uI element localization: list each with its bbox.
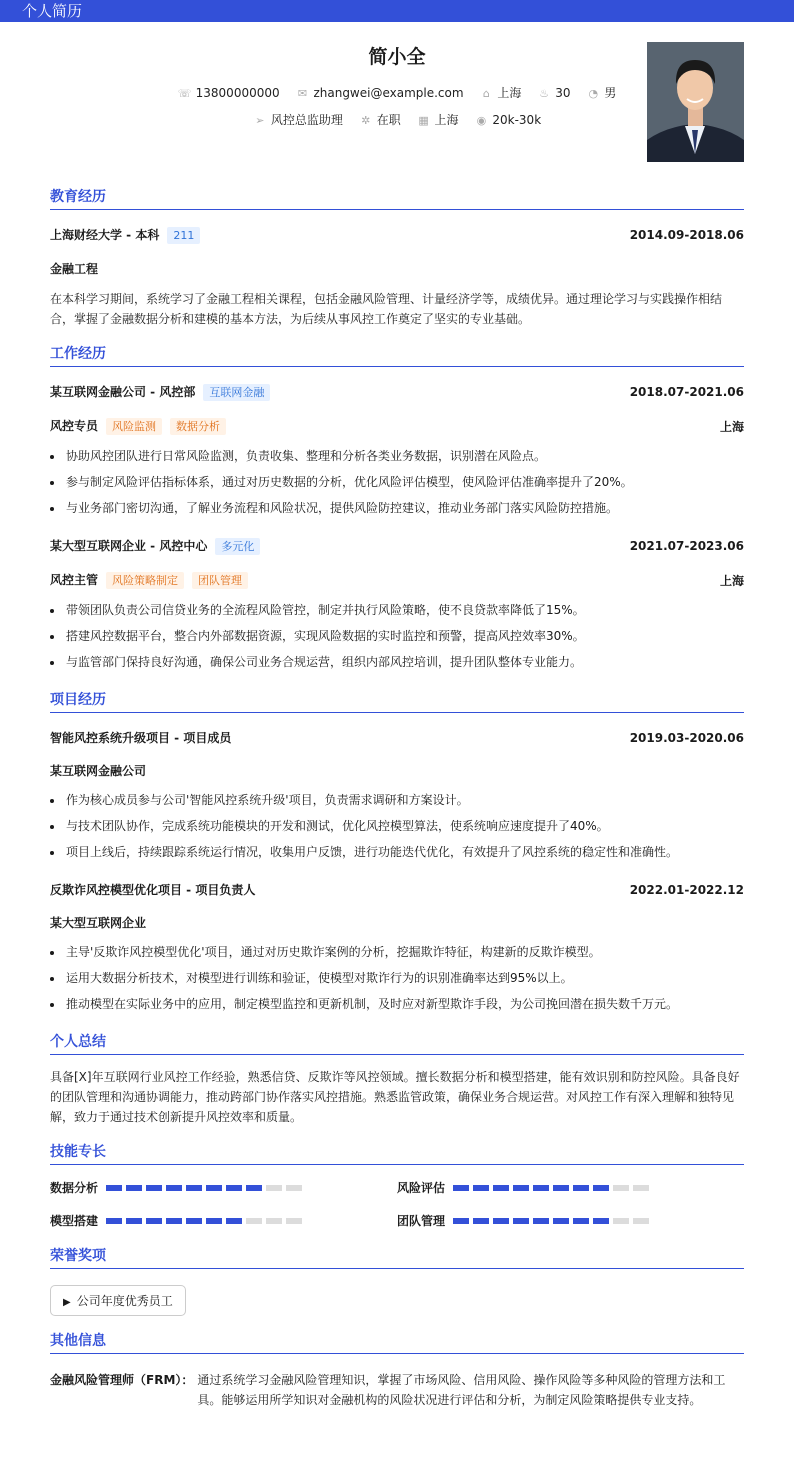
profile-name: 简小全 [368,46,426,68]
salary-text: 20k-30k [492,113,542,127]
school-tag: 211 [167,227,200,244]
section-title-education: 教育经历 [50,186,744,210]
work-bullets [50,443,744,521]
education-desc: 在本科学习期间，系统学习了金融工程相关课程，包括金融风险管理、计量经济学等，成绩优异。通过理论学习与实践操作相结合，掌握了金融数据分析和建模的基本方法，为后续从事风控工作奠定了坚实的专业基础。 [50,292,723,326]
work-role-row [50,417,744,435]
position-item [253,111,343,128]
gender-icon: ◔ [588,87,599,100]
work-role-row [50,571,744,589]
profile-header [50,22,744,172]
skill-segment [573,1218,589,1224]
list-item: • 与监管部门保持良好沟通，确保公司业务合规运营，组织内部风控培训，提升团队整体专业能力。 [64,649,744,675]
skill-segment [266,1185,282,1191]
skill-segment [286,1185,302,1191]
skill-segment [473,1218,489,1224]
skill-segment [513,1218,529,1224]
status-item [359,111,401,128]
skill-segment [553,1185,569,1191]
work-location: 上海 [719,573,744,588]
email-text: zhangwei@example.com [313,86,464,100]
project-bullets [50,939,744,1017]
building-icon: ▦ [418,114,429,127]
work-role: 风控专员 [50,419,99,433]
skill-segment [493,1218,509,1224]
section-title-project: 项目经历 [50,689,744,713]
skill-segment [226,1185,242,1191]
skill-bar [453,1218,653,1224]
section-title-summary: 个人总结 [50,1031,744,1055]
top-bar [0,0,794,22]
list-item: • 与业务部门密切沟通，了解业务流程和风险状况，提供风险防控建议，推动业务部门落实风险防控措施。 [64,495,744,521]
project-name: 反欺诈风控模型优化项目 - 项目负责人 [50,883,256,897]
job-intent-row [50,111,744,128]
skill-segment [493,1185,509,1191]
other-info [50,1370,744,1410]
skill-segment [613,1185,629,1191]
work-bullets [50,597,744,675]
skill-name: 数据分析 [50,1181,99,1195]
status-text: 在职 [376,113,401,127]
skill-segment [126,1218,142,1224]
award-item [50,1285,186,1316]
skill-item [50,1212,397,1229]
work-company: 某互联网金融公司 - 风控部 [50,385,196,399]
skills-grid [50,1179,744,1245]
top-bar-title: 个人简历 [22,2,83,20]
school-name: 上海财经大学 - 本科 [50,228,160,242]
age-text: 30 [555,86,571,100]
project-company: 某互联网金融公司 [50,764,147,778]
other-key: 金融风险管理师（FRM）： [50,1373,194,1387]
section-title-skills: 技能专长 [50,1141,744,1165]
skill-segment [246,1218,262,1224]
gender-item [586,84,616,101]
work-item [50,383,744,521]
work-location: 上海 [719,419,744,434]
skill-segment [106,1218,122,1224]
target-city-text: 上海 [434,113,459,127]
avatar-portrait [647,42,744,162]
list-item: • 作为核心成员参与公司'智能风控系统升级'项目，负责需求调研和方案设计。 [64,787,744,813]
skill-segment [513,1185,529,1191]
section-title-awards: 荣誉奖项 [50,1245,744,1269]
list-item: • 项目上线后，持续跟踪系统运行情况，收集用户反馈，进行功能迭代优化，有效提升了风控系统的稳定性和准确性。 [64,839,744,865]
skill-segment [206,1218,222,1224]
education-header [50,226,744,244]
skill-name: 团队管理 [397,1214,446,1228]
phone-text: 13800000000 [195,86,280,100]
skill-bar [453,1185,653,1191]
skill-segment [553,1218,569,1224]
skill-segment [473,1185,489,1191]
contact-row [50,84,744,101]
cake-icon: ♨ [539,87,550,100]
list-item: • 推动模型在实际业务中的应用，制定模型监控和更新机制，及时应对新型欺诈手段，为公司挽回潜在损失数千万元。 [64,991,744,1017]
work-tag: 互联网金融 [203,384,270,401]
skill-name: 模型搭建 [50,1214,99,1228]
skill-segment [126,1185,142,1191]
project-header [50,881,744,898]
skill-segment [146,1185,162,1191]
mail-icon: ✉ [297,87,308,100]
skill-segment [593,1218,609,1224]
skill-segment [633,1218,649,1224]
skill-segment [573,1185,589,1191]
project-company: 某大型互联网企业 [50,916,147,930]
project-item [50,729,744,865]
skill-item [397,1179,744,1196]
section-title-other: 其他信息 [50,1330,744,1354]
skill-segment [453,1185,469,1191]
home-icon: ⌂ [482,87,490,100]
skill-segment [453,1218,469,1224]
work-header [50,383,744,401]
skill-segment [166,1218,182,1224]
work-item [50,537,744,675]
skill-segment [186,1218,202,1224]
gender-text: 男 [604,86,617,100]
project-name: 智能风控系统升级项目 - 项目成员 [50,731,232,745]
send-icon: ➢ [255,114,265,127]
other-value: 通过系统学习金融风险管理知识，掌握了市场风险、信用风险、操作风险等多种风险的管理方法和工具。能够运用所学知识对金融机构的风险状况进行评估和分析，为制定风险策略提供专业支持。 [197,1373,726,1407]
salary-item [474,113,541,127]
role-tag: 团队管理 [192,572,248,589]
project-header [50,729,744,746]
phone-icon: ☏ [177,87,192,100]
work-period: 2018.07-2021.06 [629,385,744,399]
position-text: 风控总监助理 [270,113,343,127]
project-period: 2019.03-2020.06 [629,730,744,745]
skill-segment [613,1218,629,1224]
skill-segment [533,1218,549,1224]
skill-name: 风险评估 [397,1181,446,1195]
skill-segment [166,1185,182,1191]
project-bullets [50,787,744,865]
gear-icon: ✲ [361,114,371,127]
work-tag: 多元化 [215,538,260,555]
list-item: • 与技术团队协作，完成系统功能模块的开发和测试，优化风控模型算法，使系统响应速度提升了40%。 [64,813,744,839]
role-tag: 风险监测 [106,418,162,435]
project-period: 2022.01-2022.12 [629,882,744,897]
email-item [295,86,463,100]
list-item: • 搭建风控数据平台，整合内外部数据资源，实现风险数据的实时监控和预警，提高风控效率30%。 [64,623,744,649]
resume-page [0,22,794,1410]
list-item: • 带领团队负责公司信贷业务的全流程风险管控，制定并执行风险策略，使不良贷款率降低了15%。 [64,597,744,623]
skill-segment [593,1185,609,1191]
coin-icon: ◉ [476,114,487,127]
skill-segment [226,1218,242,1224]
avatar [647,42,744,162]
skill-segment [186,1185,202,1191]
role-tag: 风险策略制定 [106,572,184,589]
section-title-work: 工作经历 [50,343,744,367]
city-item [479,84,521,101]
list-item: • 协助风控团队进行日常风险监测，负责收集、整理和分析各类业务数据，识别潜在风险点。 [64,443,744,469]
age-item [537,86,570,100]
skill-segment [206,1185,222,1191]
skill-segment [533,1185,549,1191]
work-header [50,537,744,555]
work-period: 2021.07-2023.06 [629,539,744,553]
list-item: • 主导'反欺诈风控模型优化'项目，通过对历史欺诈案例的分析，挖掘欺诈特征，构建新的反欺诈模型。 [64,939,744,965]
summary-text: 具备[X]年互联网行业风控工作经验，熟悉信贷、反欺诈等风控领域。擅长数据分析和模型搭建，能有效识别和防控风险。具备良好的团队管理和沟通协调能力，推动跨部门协作落实风控措施。熟悉监管政策，确保业务合规运营。对风控工作有深入理解和独特见解，致力于通过技术创新提升风控效率和质量。 [50,1070,740,1124]
skill-segment [266,1218,282,1224]
skill-segment [286,1218,302,1224]
project-item [50,881,744,1017]
skill-segment [106,1185,122,1191]
list-item: • 参与制定风险评估指标体系，通过对历史数据的分析，优化风险评估模型，使风险评估准确率提升了20%。 [64,469,744,495]
play-icon: ▶ [63,1297,71,1308]
award-name: 公司年度优秀员工 [76,1294,173,1308]
education-period: 2014.09-2018.06 [629,228,744,242]
skill-bar [106,1218,306,1224]
work-role: 风控主管 [50,573,99,587]
city-text: 上海 [497,86,522,100]
skill-segment [633,1185,649,1191]
work-company: 某大型互联网企业 - 风控中心 [50,539,208,553]
role-tag: 数据分析 [170,418,226,435]
skill-segment [146,1218,162,1224]
target-city-item [417,111,459,128]
skill-bar [106,1185,306,1191]
skill-segment [246,1185,262,1191]
education-major: 金融工程 [50,262,99,276]
skill-item [397,1212,744,1229]
skill-item [50,1179,397,1196]
phone-item [178,86,280,100]
list-item: • 运用大数据分析技术，对模型进行训练和验证，使模型对欺诈行为的识别准确率达到95%以上。 [64,965,744,991]
